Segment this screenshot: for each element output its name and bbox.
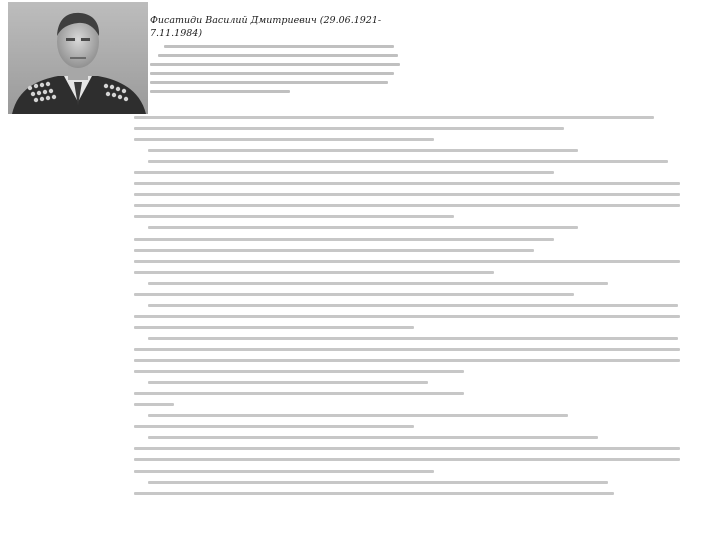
caption-line-placeholder (150, 90, 290, 93)
body-line-placeholder (148, 149, 578, 152)
caption-line-placeholder (164, 45, 394, 48)
body-line-placeholder (134, 447, 680, 450)
body-line-placeholder (148, 337, 678, 340)
body-line-placeholder (148, 481, 608, 484)
body-line-placeholder (134, 204, 680, 207)
body-line-placeholder (134, 458, 680, 461)
body-line-placeholder (134, 271, 494, 274)
portrait-photo (8, 2, 148, 114)
body-line-placeholder (134, 392, 464, 395)
body-line-placeholder (134, 403, 174, 406)
portrait-caption (150, 14, 430, 99)
body-line-placeholder (134, 193, 680, 196)
document-body (134, 116, 680, 503)
caption-line-placeholder (158, 54, 398, 57)
body-line-placeholder (134, 425, 414, 428)
caption-line-placeholder (150, 72, 394, 75)
body-line-placeholder (134, 182, 680, 185)
body-line-placeholder (148, 282, 608, 285)
body-line-placeholder (134, 293, 574, 296)
body-line-placeholder (134, 215, 454, 218)
body-line-placeholder (134, 238, 554, 241)
caption-header: Фисатиди Василий Дмитриевич (29.06.1921-7.11.1984) (150, 15, 382, 39)
body-line-placeholder (134, 370, 464, 373)
body-line-placeholder (134, 249, 534, 252)
body-line-placeholder (134, 492, 614, 495)
portrait-photo-drawing (8, 2, 148, 114)
body-line-placeholder (134, 260, 680, 263)
body-line-placeholder (134, 326, 414, 329)
body-line-placeholder (148, 160, 668, 163)
body-line-placeholder (134, 315, 680, 318)
body-line-placeholder (134, 171, 554, 174)
body-line-placeholder (134, 470, 434, 473)
caption-line-placeholder (150, 81, 388, 84)
body-line-placeholder (148, 414, 568, 417)
body-line-placeholder (148, 226, 578, 229)
body-line-placeholder (148, 304, 678, 307)
caption-line-placeholder (150, 63, 400, 66)
body-line-placeholder (148, 436, 598, 439)
body-line-placeholder (134, 116, 654, 119)
body-line-placeholder (134, 348, 680, 351)
body-line-placeholder (134, 138, 434, 141)
body-line-placeholder (134, 127, 564, 130)
body-line-placeholder (134, 359, 680, 362)
body-line-placeholder (148, 381, 428, 384)
